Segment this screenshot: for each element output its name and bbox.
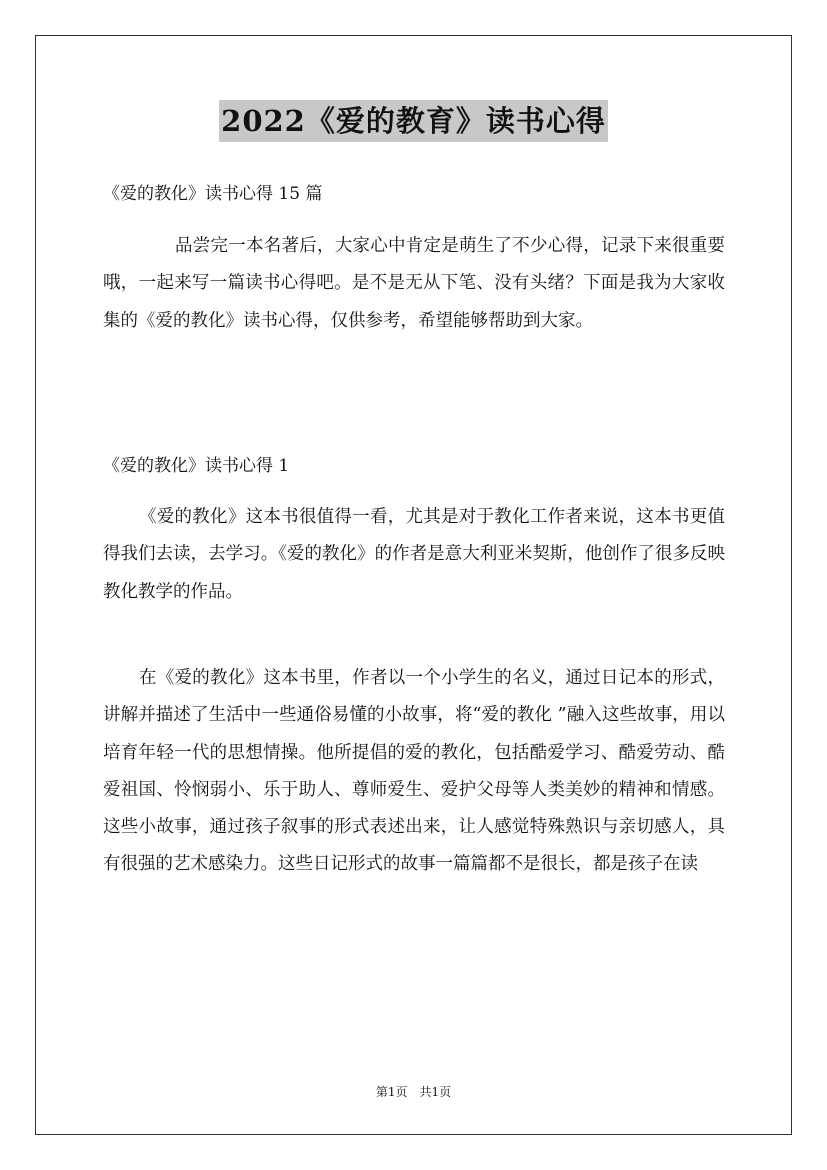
document-title: 2022《爱的教育》读书心得: [219, 100, 608, 142]
page-footer: 第1页 共1页: [375, 1085, 452, 1099]
document-subtitle: 《爱的教化》读书心得 15 篇: [103, 184, 323, 204]
title-container: [0, 100, 827, 142]
section-heading: 《爱的教化》读书心得 1: [103, 456, 290, 476]
body-paragraph-2: 在《爱的教化》这本书里，作者以一个小学生的名义，通过日记本的形式，讲解并描述了生活中一些通俗易懂的小故事，将“爱的教化 ”融入这些故事，用以培育年轻一代的思想情操。他所提倡的爱的教化，包括酷爱学习、酷爱劳动、酷爱祖国、怜悯弱小、乐于助人、尊师爱生、爱护父母等人类美妙的精神和情感。这些小故事，通过孩子叙事的形式表述出来，让人感觉特殊熟识与亲切感人，具有很强的艺术感染力。这些日记形式的故事一篇篇都不是很长，都是孩子在读: [103, 668, 725, 875]
intro-paragraph: 品尝完一本名著后，大家心中肯定是萌生了不少心得，记录下来很重要哦，一起来写一篇读书心得吧。是不是无从下笔、没有头绪？下面是我为大家收集的《爱的教化》读书心得，仅供参考，希望能够帮助到大家。: [103, 236, 725, 331]
body-paragraph-1: 《爱的教化》这本书很值得一看，尤其是对于教化工作者来说，这本书更值得我们去读，去学习。《爱的教化》的作者是意大利亚米契斯，他创作了很多反映教化教学的作品。: [103, 507, 725, 602]
